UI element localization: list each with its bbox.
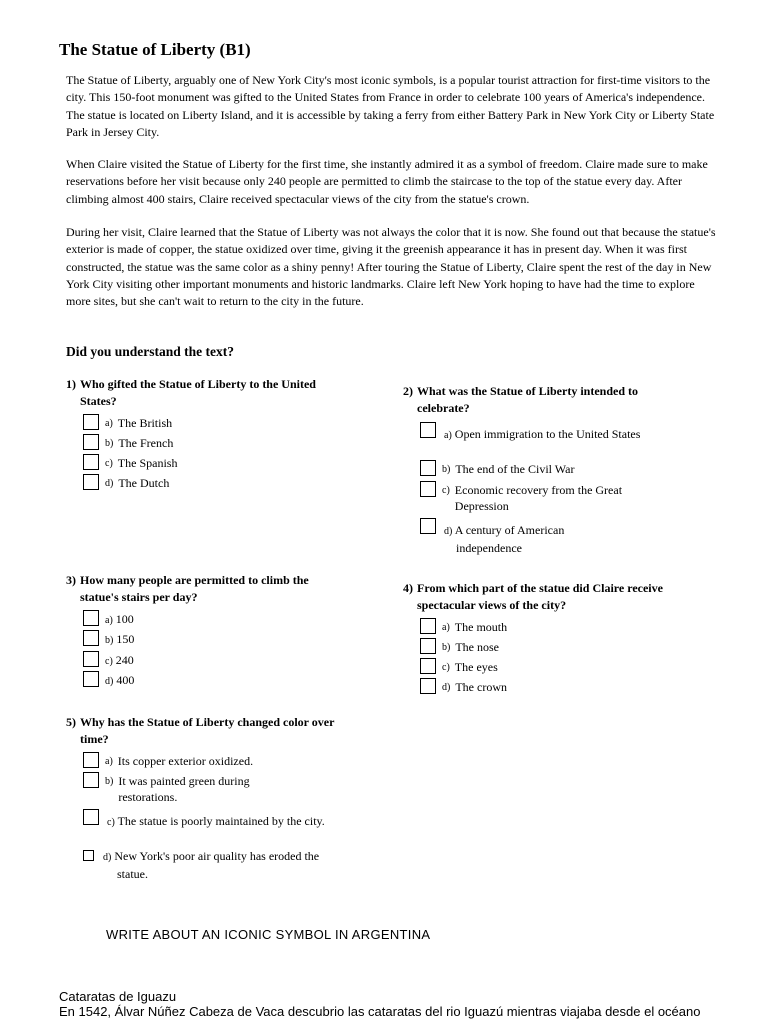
checkbox[interactable] <box>420 658 436 674</box>
option-2c[interactable]: c) Economic recovery from the Great Depression <box>420 481 660 514</box>
checkbox[interactable] <box>83 474 99 490</box>
question-text: From which part of the statue did Claire receive spectacular views of the city? <box>417 581 663 612</box>
option-3d[interactable]: d) 400 <box>83 671 134 690</box>
writing-prompt: WRITE ABOUT AN ICONIC SYMBOL IN ARGENTINA <box>106 927 431 942</box>
paragraph-claire-visit: When Claire visited the Statue of Liberty for the first time, she instantly admired it as a symbol of freedom. Claire made sure to make reservations before her visit because only 240 people are permitted to climb the staircase to the top of the statue every day. After climbing almost 400 stairs, Claire received spectacular views of the city from the statue's crown. <box>66 157 708 206</box>
question-text: What was the Statue of Liberty intended to celebrate? <box>417 384 638 415</box>
checkbox[interactable] <box>83 752 99 768</box>
question-number: 3) <box>66 573 76 587</box>
paragraph-color-history: During her visit, Claire learned that the Statue of Liberty was not always the color that it is now. She found out that because the statue's exterior is made of copper, the statue oxidized over time, giving it the greenish appearance it has in present day. When it was first constructed, the statue was the same color as a shiny penny! After touring the Statue of Liberty, Claire spent the rest of the day in New York City visiting other important monuments and historic landmarks. Claire left New York hoping to have had the time to explore more sites, but she can't wait to return to the city in the future. <box>66 225 716 309</box>
option-5a[interactable]: a) Its copper exterior oxidized. <box>83 752 253 770</box>
question-1 <box>66 376 316 410</box>
paragraph-intro: The Statue of Liberty, arguably one of New York City's most iconic symbols, is a popular tourist attraction for first-time visitors to the city. This 150-foot monument was gifted to the United States from France in order to celebrate 100 years of America's independence. The statue is located on Liberty Island, and it is accessible by taking a ferry from either Battery Park in New York City or Liberty State Park in Jersey City. <box>66 73 715 139</box>
answer-title: Cataratas de Iguazu <box>59 989 177 1004</box>
option-4b[interactable]: b) The nose <box>420 638 499 656</box>
quiz-heading: Did you understand the text? <box>66 344 235 359</box>
checkbox[interactable] <box>83 454 99 470</box>
checkbox[interactable] <box>83 630 99 646</box>
option-4d[interactable]: d) The crown <box>420 678 507 696</box>
checkbox[interactable] <box>420 518 436 534</box>
checkbox[interactable] <box>83 772 99 788</box>
checkbox[interactable] <box>420 460 436 476</box>
checkbox[interactable] <box>83 414 99 430</box>
option-4c[interactable]: c) The eyes <box>420 658 498 676</box>
checkbox[interactable] <box>83 850 94 861</box>
question-3 <box>66 572 341 606</box>
question-text: How many people are permitted to climb the statue's stairs per day? <box>80 573 309 604</box>
question-number: 1) <box>66 377 76 391</box>
checkbox[interactable] <box>420 638 436 654</box>
option-2a[interactable]: a) Open immigration to the United States <box>420 422 650 444</box>
checkbox[interactable] <box>420 678 436 694</box>
question-number: 5) <box>66 715 76 729</box>
checkbox[interactable] <box>420 481 436 497</box>
option-5b[interactable]: b) It was painted green during restorations. <box>83 772 303 805</box>
option-2b[interactable]: b) The end of the Civil War <box>420 460 574 478</box>
option-1a[interactable]: a) The British <box>83 414 172 432</box>
option-4a[interactable]: a) The mouth <box>420 618 507 636</box>
page-title: The Statue of Liberty (B1) <box>59 40 251 59</box>
question-text: Why has the Statue of Liberty changed color over time? <box>80 715 335 746</box>
checkbox[interactable] <box>420 422 436 438</box>
option-1c[interactable]: c) The Spanish <box>83 454 177 472</box>
checkbox[interactable] <box>83 671 99 687</box>
checkbox[interactable] <box>83 809 99 825</box>
question-number: 2) <box>403 384 413 398</box>
option-2d[interactable]: d) A century of American independence <box>420 518 650 556</box>
option-1d[interactable]: d) The Dutch <box>83 474 169 492</box>
answer-text: En 1542, Álvar Núñez Cabeza de Vaca descubrio las cataratas del rio Iguazú mientras viajaba desde el océano <box>59 1004 701 1019</box>
option-5c[interactable]: c) The statue is poorly maintained by the city. <box>83 809 333 831</box>
question-4 <box>403 580 673 614</box>
checkbox[interactable] <box>420 618 436 634</box>
option-5d[interactable]: d) New York's poor air quality has eroded the statue. <box>83 847 333 882</box>
checkbox[interactable] <box>83 434 99 450</box>
option-3b[interactable]: b) 150 <box>83 630 134 649</box>
question-number: 4) <box>403 581 413 595</box>
option-3c[interactable]: c) 240 <box>83 651 134 670</box>
checkbox[interactable] <box>83 610 99 626</box>
option-1b[interactable]: b) The French <box>83 434 173 452</box>
question-2 <box>403 383 673 417</box>
option-3a[interactable]: a) 100 <box>83 610 134 629</box>
checkbox[interactable] <box>83 651 99 667</box>
question-text: Who gifted the Statue of Liberty to the United States? <box>80 377 316 408</box>
question-5 <box>66 714 336 748</box>
